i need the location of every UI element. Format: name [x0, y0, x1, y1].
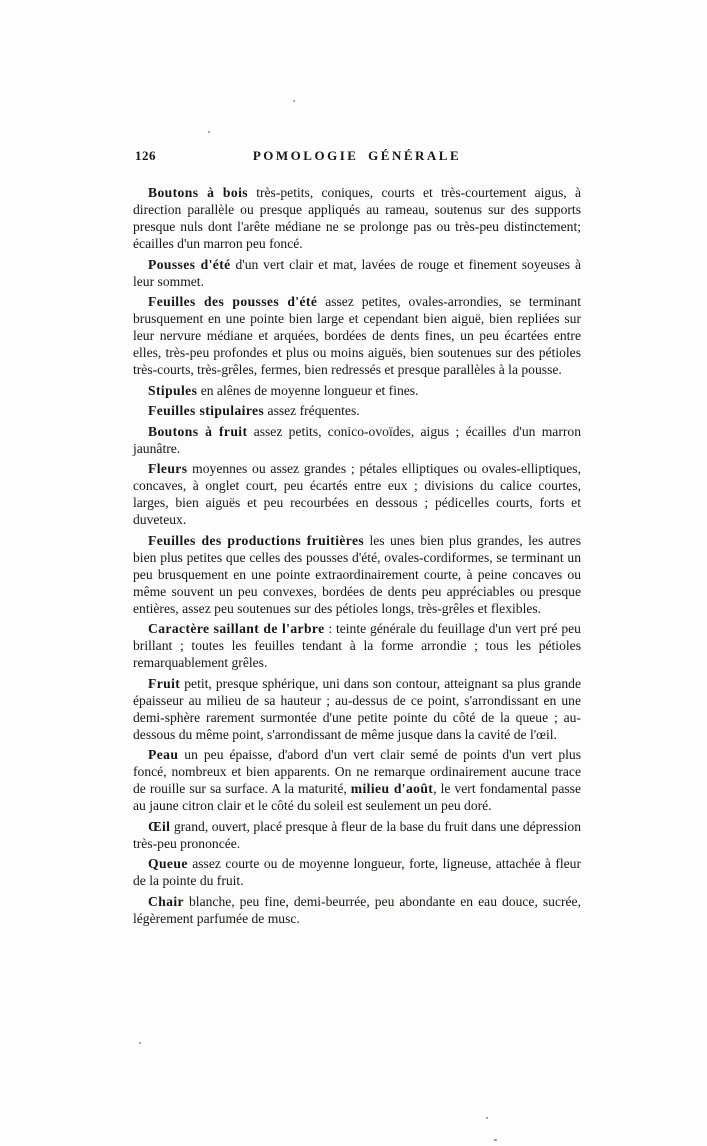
paragraph-text: très-petits, coniques, courts et très-courtement aigus, à direction parallèle ou presque appliqués au rameau, soutenus sur des supports presque nuls dont l'arête médiane ne se prolonge pas ou très-peu distinctement; écailles d'un marron peu foncé. [133, 185, 581, 251]
paragraph [133, 818, 581, 852]
text-column [133, 148, 581, 930]
scan-speck [494, 1139, 497, 1141]
paragraph-lead-term: Chair [148, 893, 184, 909]
paragraph-text: moyennes ou assez grandes ; pétales elliptiques ou ovales-elliptiques, concaves, à onglet court, peu écartés entre eux ; divisions du calice courtes, larges, bien aiguës et peu recourbées en dessous ; pédicelles courts, forts et duveteux. [133, 461, 581, 527]
paragraph-lead-term: Œil [148, 818, 171, 834]
paragraph-lead-term: Feuilles des pousses d'été [148, 294, 318, 309]
scan-speck [208, 131, 210, 133]
paragraph-lead-term: Caractère saillant de l'arbre [148, 621, 325, 636]
paragraph-text: assez petites, ovales-arrondies, se terminant brusquement en une pointe bien large et cependant bien aiguë, bien repliées sur leur nervure médiane et arquées, bordées de dents fines, un peu écartées entre elles, très-peu profondes et plus ou moins aiguës, bien soutenues sur des pétioles très-courts, très-grêles, fermes, bien redressés et presque parallèles à la pousse. [133, 294, 581, 377]
paragraph-text: grand, ouvert, placé presque à fleur de la base du fruit dans une dépression très-peu prononcée. [133, 818, 581, 851]
page-body [133, 184, 581, 927]
paragraph-lead-term: Feuilles des productions fruitières [148, 532, 365, 548]
paragraph-lead-term: Peau [148, 747, 179, 762]
paragraph-text: assez fréquentes. [264, 403, 360, 418]
bold-phrase: milieu d'août [350, 781, 434, 796]
running-title: POMOLOGIE GÉNÉRALE [252, 148, 462, 163]
paragraph-text: assez petits, conico-ovoïdes, aigus ; écailles d'un marron jaunâtre. [133, 423, 581, 456]
paragraph [133, 256, 581, 290]
paragraph-text: un peu épaisse, d'abord d'un vert clair semé de points d'un vert plus foncé, nombreux et bien apparents. On ne remarque ordinairement aucune trace de rouille sur sa surface. A la maturité, [133, 747, 581, 796]
paragraph-text: , le vert fondamental passe au jaune citron clair et le côté du soleil est seulement un peu doré. [133, 781, 582, 813]
paragraph-text: les unes bien plus grandes, les autres bien plus petites que celles des pousses d'été, ovales-cordiformes, se terminant un peu brusquement en une pointe extraordinairement courte, à peine concaves ou même souvent un peu convexes, bordées de dents peu appréciables ou presque entières, assez peu soutenues sur des pétioles longs, très-grêles et flexibles. [133, 532, 581, 616]
paragraph [133, 460, 581, 528]
paragraph [133, 293, 581, 378]
running-head [133, 148, 581, 165]
paragraph [133, 855, 581, 889]
paragraph-lead-term: Stipules [148, 382, 198, 398]
paragraph-lead-term: Pousses d'été [148, 256, 231, 272]
paragraph-lead-term: Boutons à fruit [148, 423, 248, 439]
paragraph-lead-term: Feuilles stipulaires [148, 403, 265, 418]
paragraph [133, 893, 581, 927]
paragraph-text: blanche, peu fine, demi-beurrée, peu abondante en eau douce, sucrée, légèrement parfumée de musc. [133, 893, 581, 926]
paragraph [133, 675, 581, 743]
paragraph-lead-term: Boutons à bois [148, 185, 248, 200]
page-number: 126 [135, 148, 156, 163]
paragraph [133, 746, 581, 814]
paragraph [133, 184, 581, 252]
paragraph [133, 620, 581, 671]
paragraph [133, 382, 581, 399]
paragraph [133, 402, 581, 419]
paragraph-text: en alênes de moyenne longueur et fines. [197, 382, 419, 398]
paragraph-lead-term: Queue [148, 856, 188, 871]
paragraph-text: assez courte ou de moyenne longueur, forte, ligneuse, attachée à fleur de la pointe du fruit. [133, 856, 581, 888]
paragraph-lead-term: Fleurs [148, 461, 188, 476]
paragraph-text: petit, presque sphérique, uni dans son contour, atteignant sa plus grande épaisseur au milieu de sa hauteur ; au-dessus de ce point, s'arrondissant en une demi-sphère rarement surmontée d'une petite pointe du côté de la queue ; au-dessous du même point, s'arrondissant de même jusque dans la cavité de l'œil. [133, 675, 581, 742]
scan-speck [139, 1042, 141, 1044]
paragraph [133, 423, 581, 457]
scan-speck [486, 1117, 488, 1119]
paragraph-text: d'un vert clair et mat, lavées de rouge et finement soyeuses à leur sommet. [133, 256, 581, 289]
paragraph-text: : teinte générale du feuillage d'un vert pré peu brillant ; toutes les feuilles tendant à la forme arrondie ; tous les pétioles remarquablement grêles. [133, 621, 581, 670]
paragraph-lead-term: Fruit [148, 675, 181, 691]
paragraph [133, 532, 581, 617]
scan-speck [293, 100, 295, 102]
